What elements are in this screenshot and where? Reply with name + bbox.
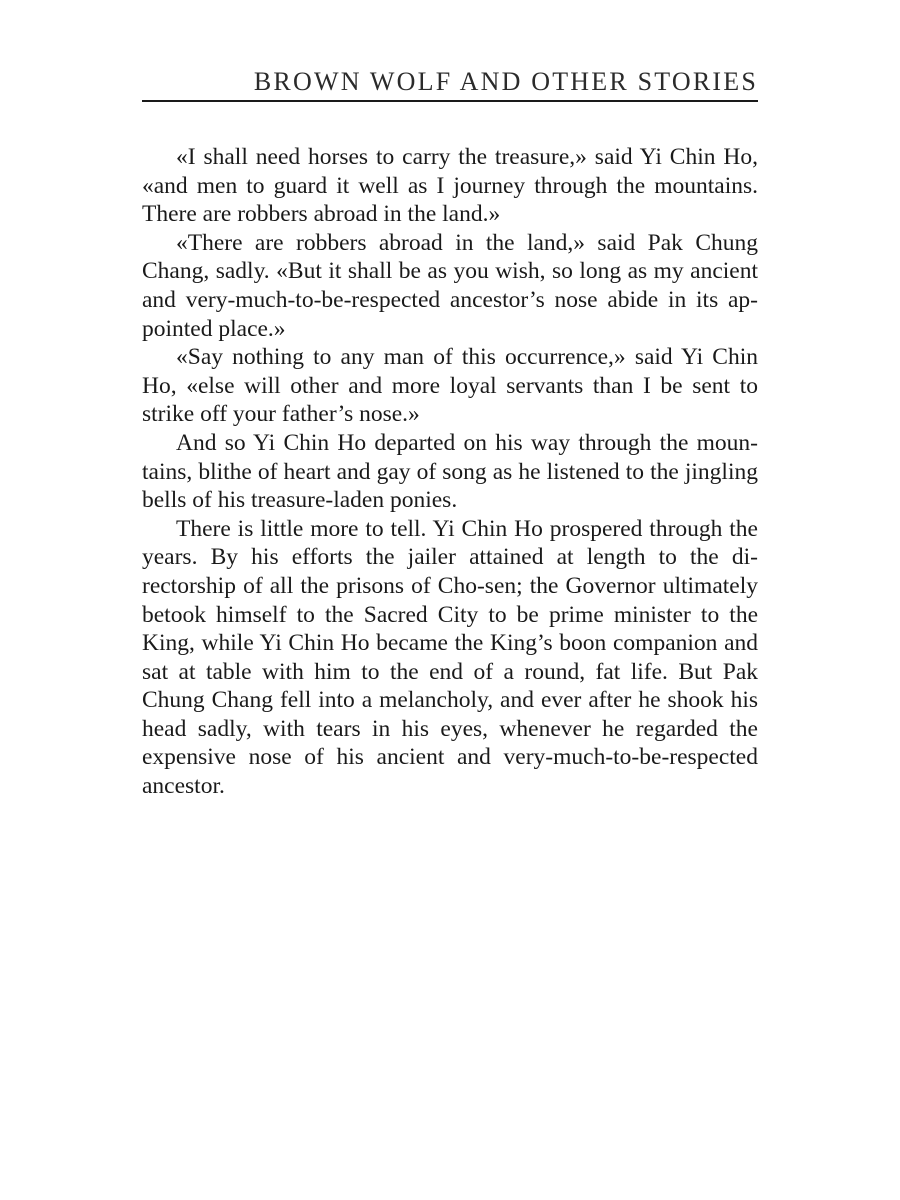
paragraph: «Say nothing to any man of this occurrence,» said Yi Chin Ho, «else will other and more loyal servants than I be sent to strike off your father’s nose.» bbox=[142, 344, 758, 428]
paragraph: And so Yi Chin Ho departed on his way through the mountains, blithe of heart and gay of song as he listened to the jingling bells of his treasure-laden ponies. bbox=[142, 429, 758, 514]
paragraph: «There are robbers abroad in the land,» said Pak Chung Chang, sadly. «But it shall be as you wish, so long as my ancient and very-much-to-be-respected ancestor’s nose abide in its appointed place.» bbox=[142, 229, 758, 342]
paragraph: There is little more to tell. Yi Chin Ho prospered through the years. By his efforts the jailer attained at length to the directorship of all the prisons of Cho-sen; the Governor ultimately betook himself to the Sacred City to be prime minister to the King, while Yi Chin Ho became the King’s boon companion and sat at table with him to the end of a round, fat life. But Pak Chung Chang fell into a melancholy, and ever after he shook his head sadly, with tears in his eyes, whenever he regarded the expensive nose of his ancient and very-much-to-be-respected ancestor. bbox=[142, 515, 758, 800]
running-head: BROWN WOLF AND OTHER STORIES bbox=[253, 67, 758, 96]
header-rule bbox=[142, 100, 758, 102]
body-text bbox=[142, 143, 758, 801]
paragraph: «I shall need horses to carry the treasure,» said Yi Chin Ho, «and men to guard it well as I journey through the mountains. There are robbers abroad in the land.» bbox=[142, 144, 758, 228]
